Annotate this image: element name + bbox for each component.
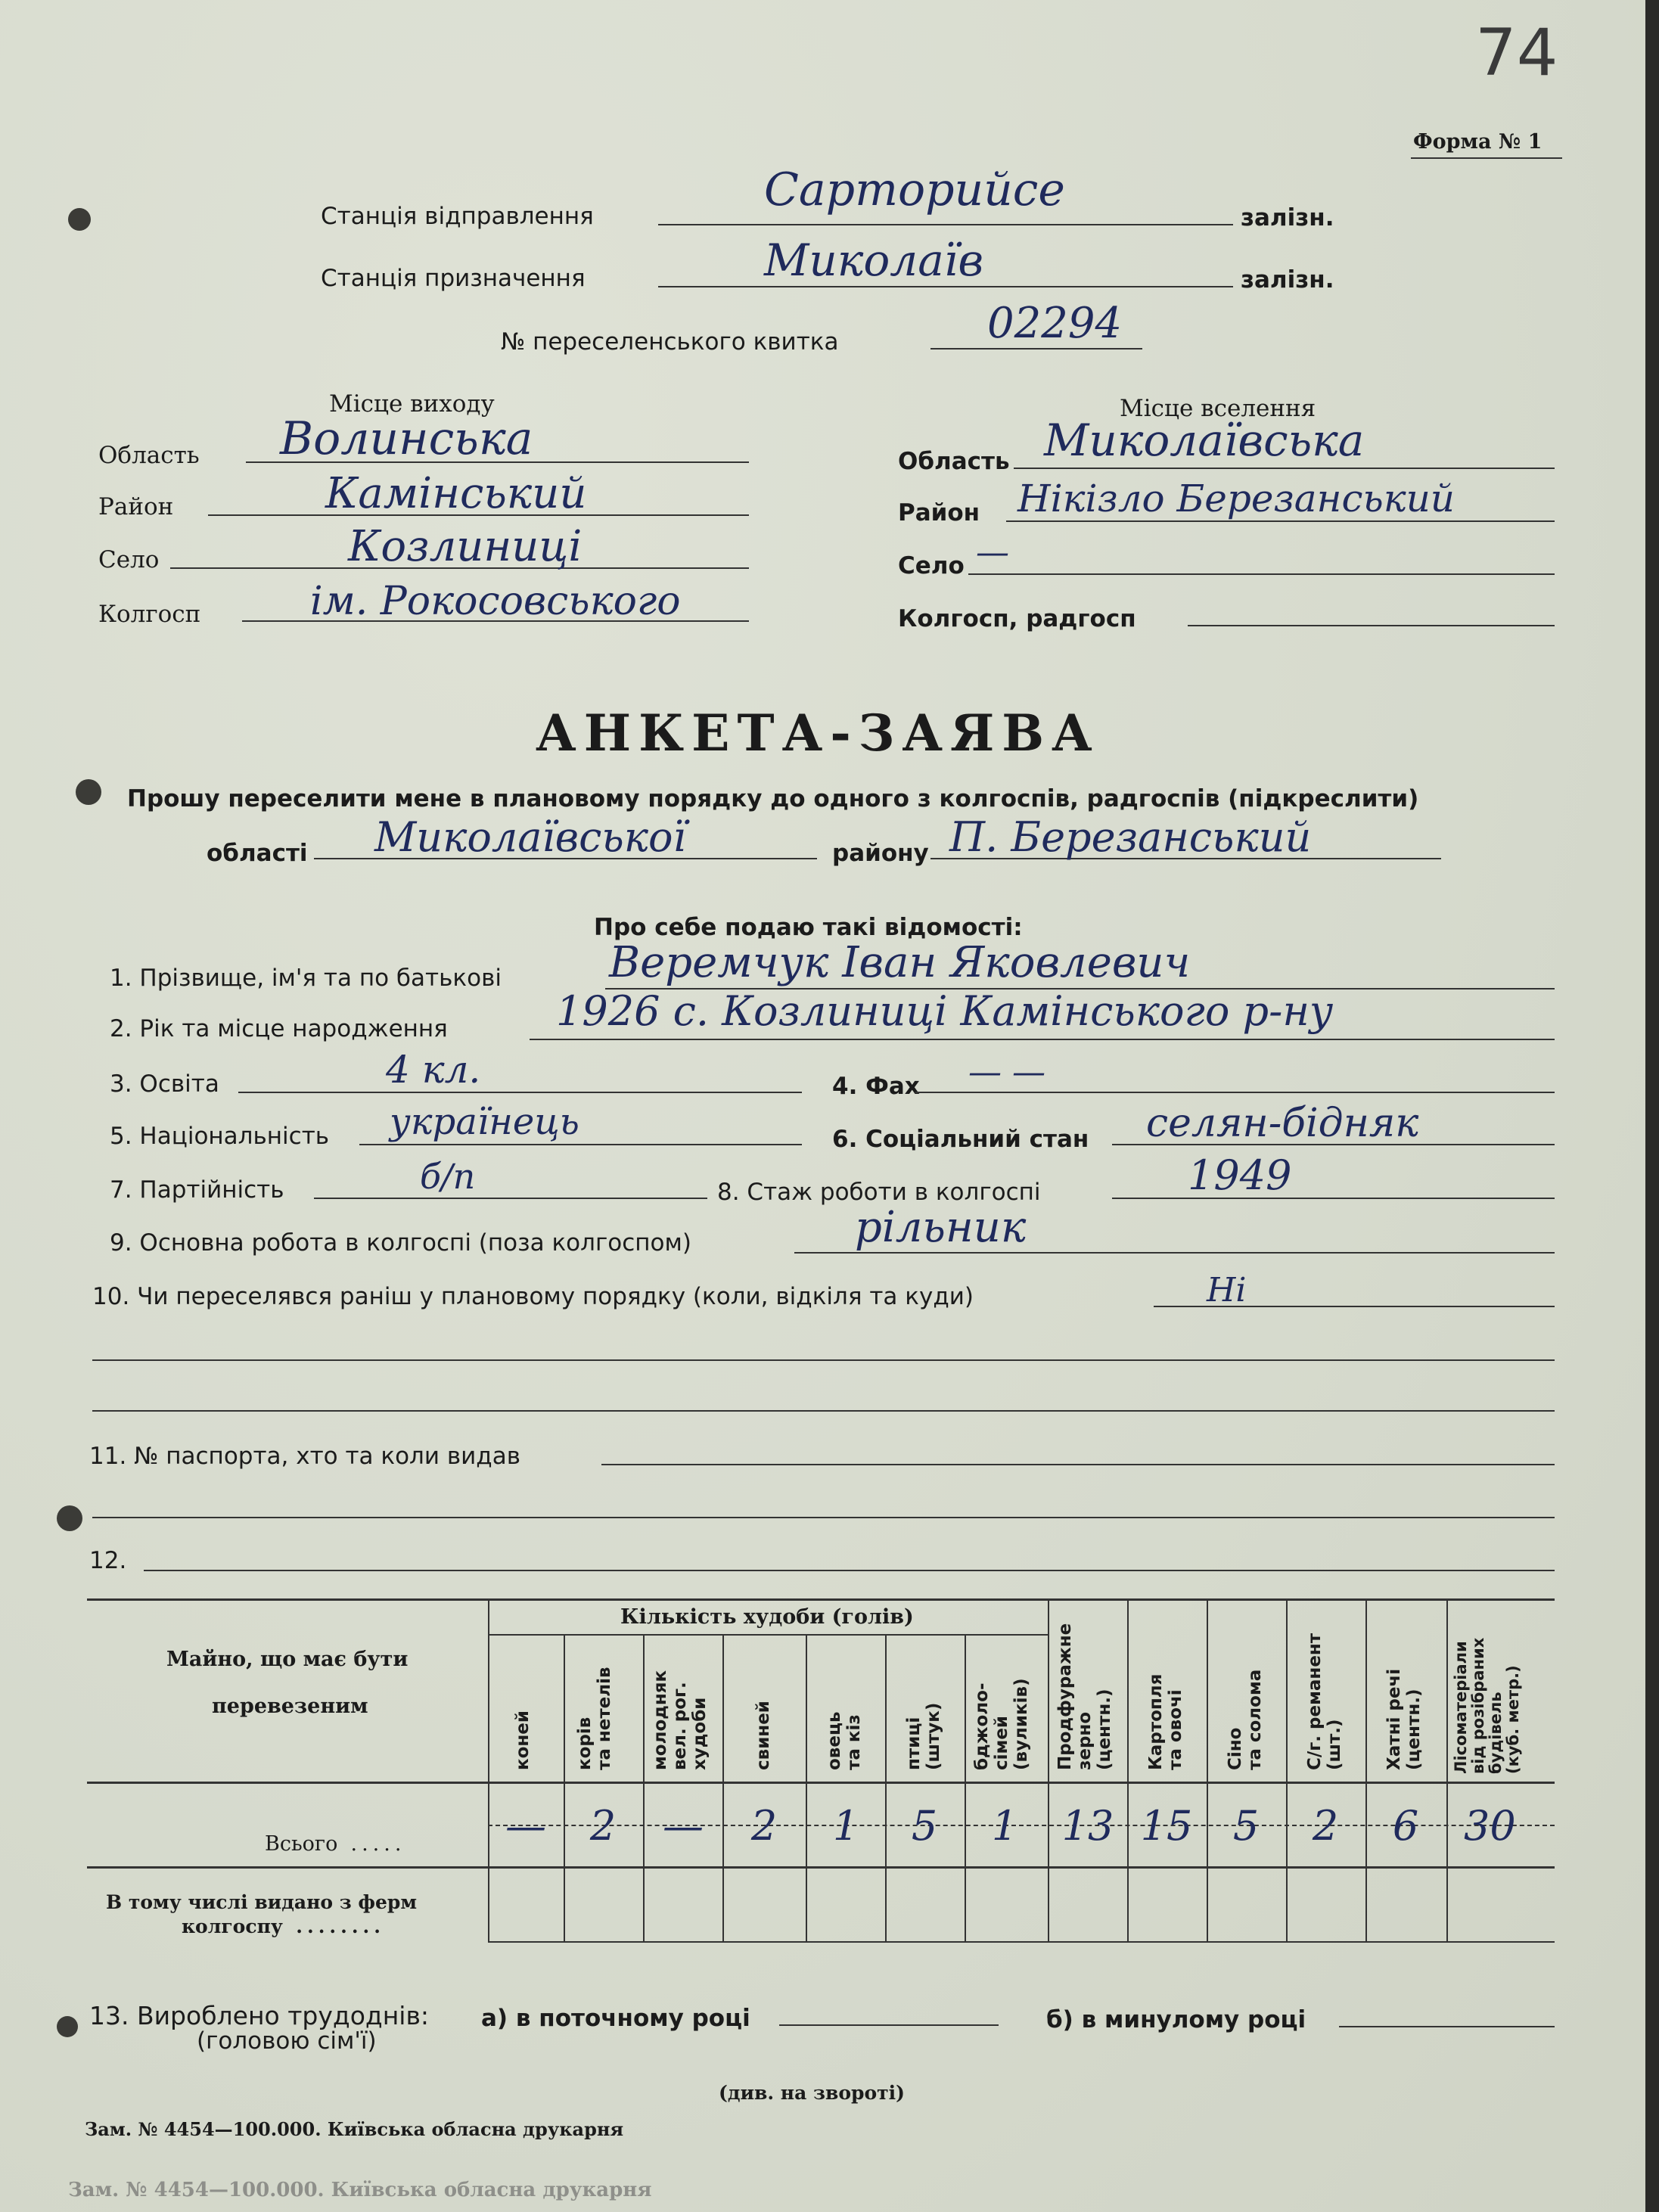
destination-station-label: Станція призначення bbox=[321, 265, 586, 292]
printer-imprint-ghost: Зам. № 4454—100.000. Київська обласна друкарня bbox=[68, 2179, 652, 2201]
see-back-note: (див. на звороті) bbox=[719, 2082, 905, 2104]
col-header-horses: коней bbox=[513, 1710, 533, 1770]
departure-station-value: Сарторийсе bbox=[764, 163, 1065, 216]
request-text: Прошу переселити мене в плановому порядку до одного з колгоспів, радгоспів (підкреслити) bbox=[127, 785, 1419, 812]
field-2-value: 1926 с. Козлиниці Камінського р-ну bbox=[556, 987, 1334, 1035]
total-grain: 13 bbox=[1061, 1802, 1114, 1850]
farm-label-2: колгоспу ........ bbox=[182, 1915, 385, 1937]
workdays-label-2: (головою сім'ї) bbox=[197, 2027, 377, 2055]
field-11-label: 11. № паспорта, хто та коли видав bbox=[89, 1443, 520, 1470]
col-header-cows: корів та нетелів bbox=[575, 1667, 614, 1770]
field-9-value: рільник bbox=[855, 1203, 1027, 1252]
total-pigs: 2 bbox=[750, 1802, 778, 1850]
col-header-potatoes: Картопля та овочі bbox=[1146, 1673, 1185, 1770]
total-potatoes: 15 bbox=[1140, 1802, 1193, 1850]
field-6-label: 6. Соціальний стан bbox=[832, 1126, 1089, 1153]
field-4-label: 4. Фах bbox=[832, 1073, 920, 1100]
livestock-header: Кількість худоби (голів) bbox=[620, 1605, 914, 1629]
total-household-goods: 6 bbox=[1392, 1802, 1419, 1850]
punch-hole bbox=[57, 2016, 78, 2037]
origin-raion-value: Камінський bbox=[325, 469, 587, 518]
rail-suffix-2: залізн. bbox=[1241, 266, 1334, 294]
request-oblast-value: Миколаївської bbox=[374, 813, 686, 861]
destination-heading: Місце вселення bbox=[1120, 395, 1316, 422]
printer-imprint: Зам. № 4454—100.000. Київська обласна друкарня bbox=[85, 2118, 624, 2140]
property-header-1: Майно, що має бути bbox=[166, 1648, 409, 1671]
col-header-beehives: бджоло- сімей (вуликів) bbox=[972, 1678, 1031, 1770]
field-9-label: 9. Основна робота в колгоспі (поза колгоспом) bbox=[110, 1229, 691, 1257]
col-header-young-cattle: молодняк вел. рог. худоби bbox=[651, 1670, 710, 1770]
total-horses: — bbox=[505, 1802, 546, 1850]
document-title: АНКЕТА-ЗАЯВА bbox=[536, 704, 1100, 763]
info-heading: Про себе подаю такі відомості: bbox=[594, 914, 1023, 941]
total-young-cattle: — bbox=[663, 1802, 704, 1850]
col-header-hay: Сіно та солома bbox=[1226, 1669, 1265, 1770]
total-poultry: 5 bbox=[911, 1802, 938, 1850]
total-hay: 5 bbox=[1232, 1802, 1260, 1850]
field-7-label: 7. Партійність bbox=[110, 1176, 284, 1204]
workdays-label-1: 13. Вироблено трудоднів: bbox=[89, 2001, 430, 2030]
total-cows: 2 bbox=[589, 1802, 617, 1850]
destination-raion-label: Район bbox=[898, 499, 980, 527]
col-header-household-goods: Хатні речі (центн.) bbox=[1384, 1668, 1424, 1770]
origin-selo-value: Козлиниці bbox=[348, 522, 583, 571]
origin-oblast-label: Область bbox=[98, 442, 200, 469]
form-number-label: Форма № 1 bbox=[1413, 130, 1542, 154]
col-header-timber: Лісоматеріали від розібраних будівель (куб. метр.) bbox=[1452, 1637, 1522, 1774]
field-10-value: Ні bbox=[1207, 1271, 1247, 1309]
origin-heading: Місце виходу bbox=[329, 390, 495, 418]
col-header-tools: С/г. реманент (шт.) bbox=[1305, 1633, 1344, 1770]
page-number-pencil: 74 bbox=[1475, 15, 1558, 91]
punch-hole bbox=[68, 208, 91, 231]
workdays-current-label: а) в поточному році bbox=[481, 2005, 750, 2032]
destination-selo-label: Село bbox=[898, 552, 965, 579]
field-12-label: 12. bbox=[89, 1547, 127, 1574]
field-1-label: 1. Прізвище, ім'я та по батькові bbox=[110, 965, 502, 992]
col-header-sheep: овець та кіз bbox=[825, 1711, 864, 1770]
punch-hole bbox=[57, 1505, 82, 1531]
field-6-value: селян-бідняк bbox=[1146, 1101, 1419, 1146]
field-1-value: Веремчук Іван Яковлевич bbox=[609, 938, 1191, 987]
total-tools: 2 bbox=[1312, 1802, 1339, 1850]
total-sheep: 1 bbox=[832, 1802, 859, 1850]
field-5-label: 5. Національність bbox=[110, 1123, 330, 1150]
field-5-value: українець bbox=[390, 1101, 579, 1143]
field-10-label: 10. Чи переселявся раніш у плановому порядку (коли, відкіля та куди) bbox=[92, 1283, 974, 1310]
col-header-poultry: птиці (штук) bbox=[904, 1702, 943, 1770]
rail-suffix-1: залізн. bbox=[1241, 204, 1334, 231]
total-label: Всього ..... bbox=[265, 1832, 406, 1856]
origin-kolhosp-value: ім. Рокосовського bbox=[310, 579, 681, 624]
origin-oblast-value: Волинська bbox=[280, 412, 533, 465]
destination-raion-value: Нікізло Березанський bbox=[1017, 477, 1455, 520]
total-beehives: 1 bbox=[991, 1802, 1018, 1850]
field-8-value: 1949 bbox=[1188, 1151, 1292, 1199]
destination-station-value: Миколаїв bbox=[764, 235, 984, 286]
field-3-value: 4 кл. bbox=[386, 1048, 481, 1092]
departure-station-label: Станція відправлення bbox=[321, 203, 594, 230]
destination-kolhosp-label: Колгосп, радгосп bbox=[898, 605, 1136, 632]
request-oblast-label: області bbox=[207, 840, 308, 867]
field-4-value: — — bbox=[968, 1053, 1045, 1092]
origin-kolhosp-label: Колгосп bbox=[98, 601, 201, 628]
request-raion-value: П. Березанський bbox=[949, 813, 1312, 861]
col-header-pigs: свиней bbox=[753, 1701, 773, 1770]
origin-raion-label: Район bbox=[98, 493, 174, 520]
workdays-past-label: б) в минулому році bbox=[1046, 2006, 1306, 2033]
ticket-number-label: № переселенського квитка bbox=[501, 328, 839, 356]
field-7-value: б/п bbox=[420, 1156, 476, 1197]
origin-selo-label: Село bbox=[98, 546, 160, 573]
total-timber: 30 bbox=[1464, 1802, 1516, 1850]
destination-oblast-label: Область bbox=[898, 448, 1010, 475]
farm-label-1: В тому числі видано з ферм bbox=[106, 1891, 418, 1913]
destination-oblast-value: Миколаївська bbox=[1044, 415, 1365, 466]
field-3-label: 3. Освіта bbox=[110, 1070, 219, 1098]
ticket-number-value: 02294 bbox=[987, 299, 1123, 348]
field-2-label: 2. Рік та місце народження bbox=[110, 1015, 448, 1042]
property-header-2: перевезеним bbox=[212, 1695, 368, 1718]
field-8-label: 8. Стаж роботи в колгоспі bbox=[717, 1179, 1041, 1206]
punch-hole bbox=[76, 779, 101, 805]
request-raion-label: району bbox=[832, 840, 929, 867]
destination-selo-value: — bbox=[976, 533, 1009, 572]
col-header-grain: Продфуражне зерно (центн.) bbox=[1055, 1623, 1114, 1770]
